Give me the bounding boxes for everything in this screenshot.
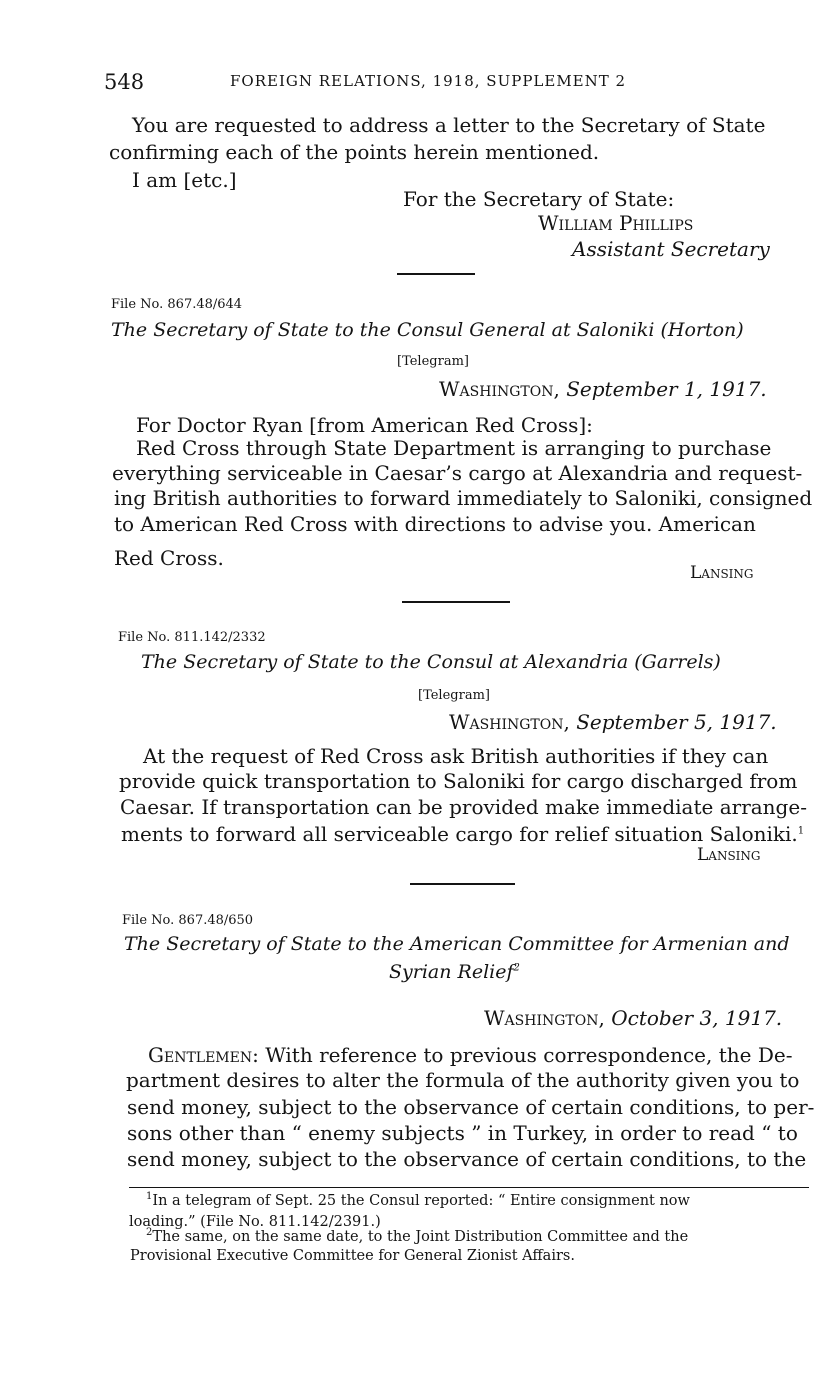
footnote-marker: 1 <box>146 1191 153 1203</box>
file-number: File No. 867.48/650 <box>122 913 254 928</box>
body-line: ing British authorities to forward immediately to Saloniki, consigned <box>114 486 813 510</box>
signature: Lansing <box>690 563 754 583</box>
running-head: FOREIGN RELATIONS, 1918, SUPPLEMENT 2 <box>230 72 627 90</box>
footnote-reference: 1 <box>797 825 805 837</box>
signature: Lansing <box>697 845 761 865</box>
dateline-date: September 1, 1917. <box>566 377 767 401</box>
footnote-2-line-1 <box>146 1229 688 1245</box>
signer-name: William Phillips <box>538 211 694 235</box>
footnote-1-line-2: loading.” (File No. 811.142/2391.) <box>129 1214 381 1230</box>
body-line: everything serviceable in Caesar’s cargo at Alexandria and request- <box>112 461 803 485</box>
footnote-text: In a telegram of Sept. 25 the Consul reported: “ Entire consignment now <box>152 1193 690 1209</box>
dateline <box>449 710 777 734</box>
dateline-place: Washington, <box>439 377 560 401</box>
salutation: Gentlemen: <box>148 1043 259 1067</box>
body-line <box>148 1043 792 1067</box>
intro-closing: I am [etc.] <box>132 168 237 192</box>
signer-title: Assistant Secretary <box>572 237 770 261</box>
telegram-greeting: For Doctor Ryan [from American Red Cross]: <box>136 413 593 437</box>
body-line: partment desires to alter the formula of the authority given you to <box>126 1068 800 1092</box>
footnote-reference: 2 <box>513 962 520 974</box>
document-title-line-1: The Secretary of State to the American Committee for Armenian and <box>124 933 790 955</box>
body-line: provide quick transportation to Saloniki for cargo discharged from <box>119 769 798 793</box>
telegram-label: [Telegram] <box>397 354 469 369</box>
dateline <box>484 1006 782 1030</box>
title-text: Syrian Relief <box>389 961 514 983</box>
section-divider <box>402 601 510 603</box>
body-line-text: ments to forward all serviceable cargo for relief situation Saloniki. <box>121 822 798 846</box>
dateline-date: September 5, 1917. <box>576 710 777 734</box>
section-divider <box>410 883 515 885</box>
intro-line-2: confirming each of the points herein mentioned. <box>109 140 600 164</box>
telegram-label: [Telegram] <box>418 688 490 703</box>
file-number: File No. 811.142/2332 <box>118 630 266 645</box>
body-line: to American Red Cross with directions to advise you. American <box>114 512 756 536</box>
dateline-place: Washington, <box>484 1006 605 1030</box>
document-title: The Secretary of State to the Consul General at Saloniki (Horton) <box>111 319 744 341</box>
body-line-text: With reference to previous correspondence, the De- <box>265 1043 793 1067</box>
footnote-marker: 2 <box>146 1227 153 1239</box>
body-line <box>121 822 804 846</box>
page-number: 548 <box>104 70 145 94</box>
footnote-rule <box>129 1187 809 1188</box>
document-title-line-2 <box>389 961 520 983</box>
file-number: File No. 867.48/644 <box>111 297 243 312</box>
body-line: Red Cross through State Department is arranging to purchase <box>136 436 772 460</box>
dateline-date: October 3, 1917. <box>611 1006 783 1030</box>
body-line: send money, subject to the observance of certain conditions, to per- <box>127 1095 815 1119</box>
dateline-place: Washington, <box>449 710 570 734</box>
section-divider <box>397 273 475 275</box>
body-line: Red Cross. <box>114 546 224 570</box>
for-secretary-line: For the Secretary of State: <box>403 187 675 211</box>
intro-line-1: You are requested to address a letter to the Secretary of State <box>132 113 766 137</box>
footnote-text: The same, on the same date, to the Joint Distribution Committee and the <box>152 1229 689 1245</box>
document-title: The Secretary of State to the Consul at Alexandria (Garrels) <box>141 651 721 673</box>
body-line: At the request of Red Cross ask British authorities if they can <box>143 744 769 768</box>
footnote-2-line-2: Provisional Executive Committee for General Zionist Affairs. <box>130 1248 575 1264</box>
body-line: Caesar. If transportation can be provided make immediate arrange- <box>120 795 807 819</box>
body-line: send money, subject to the observance of certain conditions, to the <box>127 1147 807 1171</box>
dateline <box>439 377 767 401</box>
footnote-1-line-1 <box>146 1193 690 1209</box>
body-line: sons other than “ enemy subjects ” in Turkey, in order to read “ to <box>127 1121 798 1145</box>
